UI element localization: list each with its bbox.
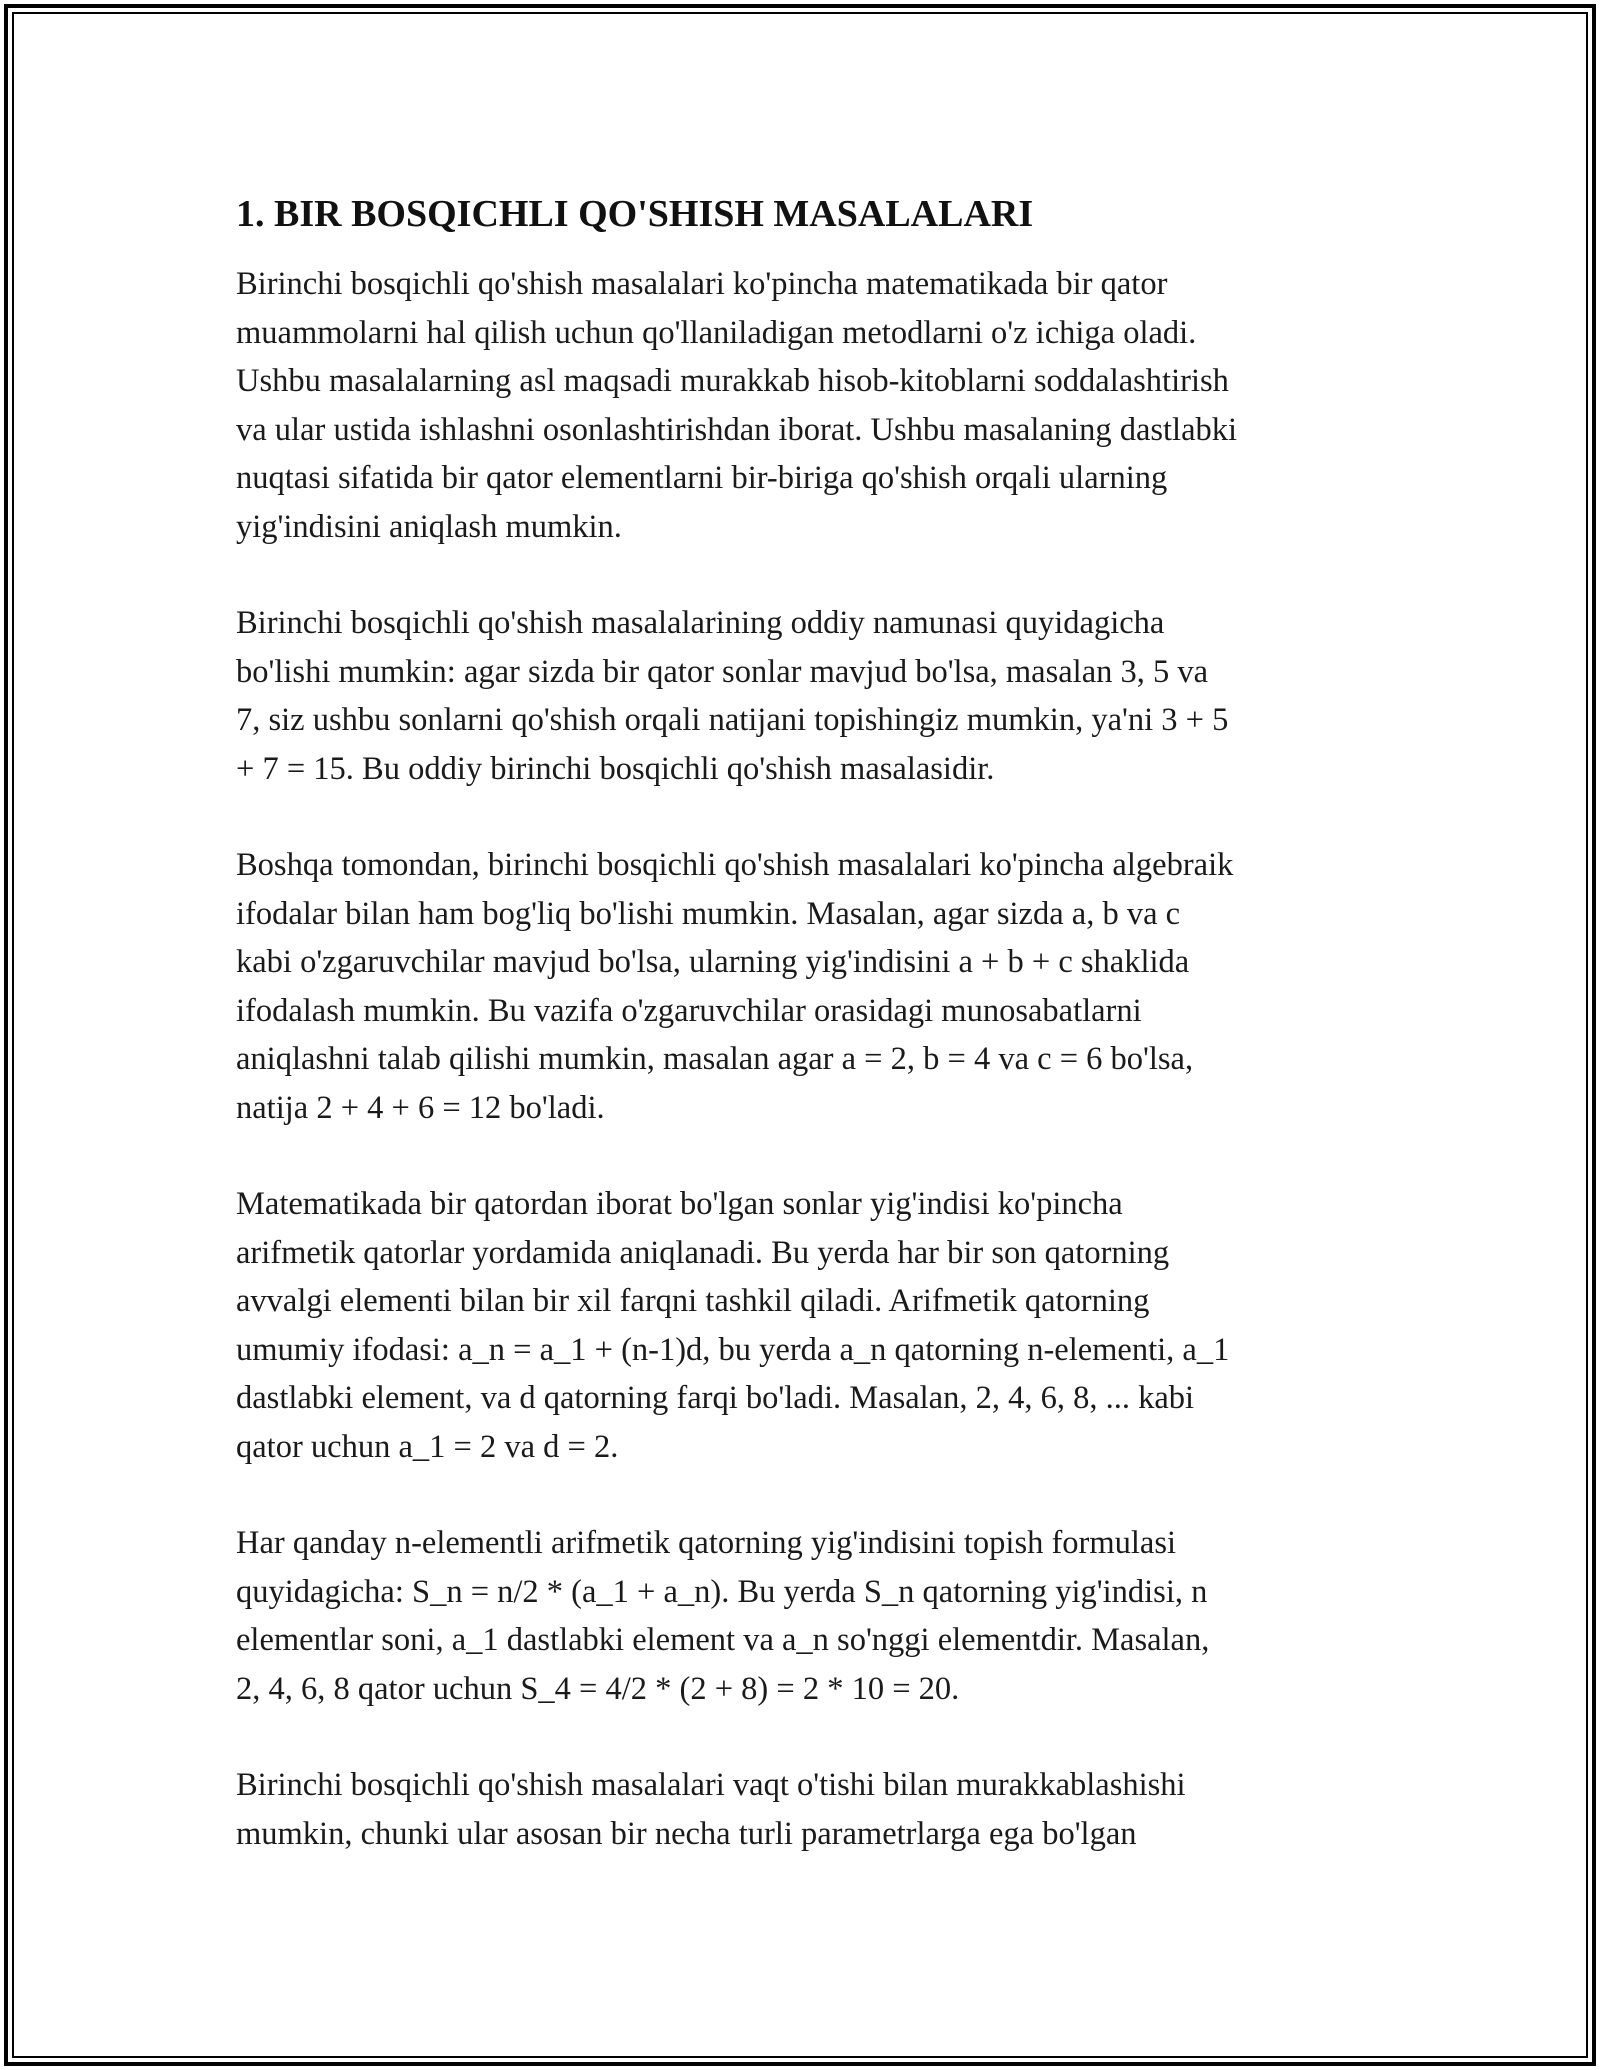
text-line: arifmetik qatorlar yordamida aniqlanadi. Bu yerda har bir son qatorning xyxy=(236,1234,1170,1271)
text-line: nuqtasi sifatida bir qator elementlarni bir-biriga qo'shish orqali ularning xyxy=(236,460,1168,496)
text-line: mumkin, chunki ular asosan bir necha turli parametrlarga ega bo'lgan xyxy=(236,1815,1137,1852)
text-line: kabi o'zgaruvchilar mavjud bo'lsa, ularning yig'indisini a + b + c shaklida xyxy=(236,944,1190,980)
paragraph xyxy=(236,1180,1376,1471)
text-line: quyidagicha: S_n = n/2 * (a_1 + a_n). Bu yerda S_n qatorning yig'indisi, n xyxy=(236,1573,1208,1610)
text-line: + 7 = 15. Bu oddiy birinchi bosqichli qo'shish masalasidir. xyxy=(236,750,995,787)
text-line: qator uchun a_1 = 2 va d = 2. xyxy=(236,1428,619,1465)
text-line: natija 2 + 4 + 6 = 12 bo'ladi. xyxy=(236,1089,605,1126)
text-line: elementlar soni, a_1 dastlabki element va a_n so'nggi elementdir. Masalan, xyxy=(236,1622,1210,1658)
paragraph xyxy=(236,841,1376,1132)
text-line: muammolarni hal qilish uchun qo'llaniladigan metodlarni o'z ichiga oladi. xyxy=(236,314,1197,351)
text-line: va ular ustida ishlashni osonlashtirishdan iborat. Ushbu masalaning dastlabki xyxy=(236,411,1238,448)
text-line: Ushbu masalalarning asl maqsadi murakkab hisob-kitoblarni soddalashtirish xyxy=(236,363,1229,399)
document-page xyxy=(236,190,1376,1906)
text-line: 7, siz ushbu sonlarni qo'shish orqali natijani topishingiz mumkin, ya'ni 3 + 5 xyxy=(236,702,1229,738)
text-line: ifodalar bilan ham bog'liq bo'lishi mumkin. Masalan, agar sizda a, b va c xyxy=(236,895,1181,932)
text-line: avvalgi elementi bilan bir xil farqni tashkil qiladi. Arifmetik qatorning xyxy=(236,1283,1150,1319)
text-line: Birinchi bosqichli qo'shish masalalarining oddiy namunasi quyidagicha xyxy=(236,605,1165,641)
paragraph xyxy=(236,260,1376,551)
paragraph xyxy=(236,1761,1376,1858)
text-line: aniqlashni talab qilishi mumkin, masalan agar a = 2, b = 4 va c = 6 bo'lsa, xyxy=(236,1041,1194,1077)
document-body xyxy=(236,260,1376,1858)
text-line: dastlabki element, va d qatorning farqi bo'ladi. Masalan, 2, 4, 6, 8, ... kabi xyxy=(236,1380,1195,1416)
text-line: 2, 4, 6, 8 qator uchun S_4 = 4/2 * (2 + 8) = 2 * 10 = 20. xyxy=(236,1670,960,1707)
text-line: Birinchi bosqichli qo'shish masalalari ko'pincha matematikada bir qator xyxy=(236,266,1168,302)
paragraph xyxy=(236,1519,1376,1713)
text-line: Boshqa tomondan, birinchi bosqichli qo'shish masalalari ko'pincha algebraik xyxy=(236,847,1234,883)
text-line: Matematikada bir qatordan iborat bo'lgan sonlar yig'indisi ko'pincha xyxy=(236,1186,1123,1222)
section-title: 1. BIR BOSQICHLI QO'SHISH MASALALARI xyxy=(236,193,1034,235)
text-line: umumiy ifodasi: a_n = a_1 + (n-1)d, bu yerda a_n qatorning n-elementi, a_1 xyxy=(236,1331,1230,1368)
paragraph xyxy=(236,599,1376,793)
text-line: Har qanday n-elementli arifmetik qatorning yig'indisini topish formulasi xyxy=(236,1525,1177,1561)
text-line: yig'indisini aniqlash mumkin. xyxy=(236,508,622,545)
text-line: bo'lishi mumkin: agar sizda bir qator sonlar mavjud bo'lsa, masalan 3, 5 va xyxy=(236,653,1209,690)
text-line: Birinchi bosqichli qo'shish masalalari vaqt o'tishi bilan murakkablashishi xyxy=(236,1767,1186,1803)
text-line: ifodalash mumkin. Bu vazifa o'zgaruvchilar orasidagi munosabatlarni xyxy=(236,992,1142,1029)
